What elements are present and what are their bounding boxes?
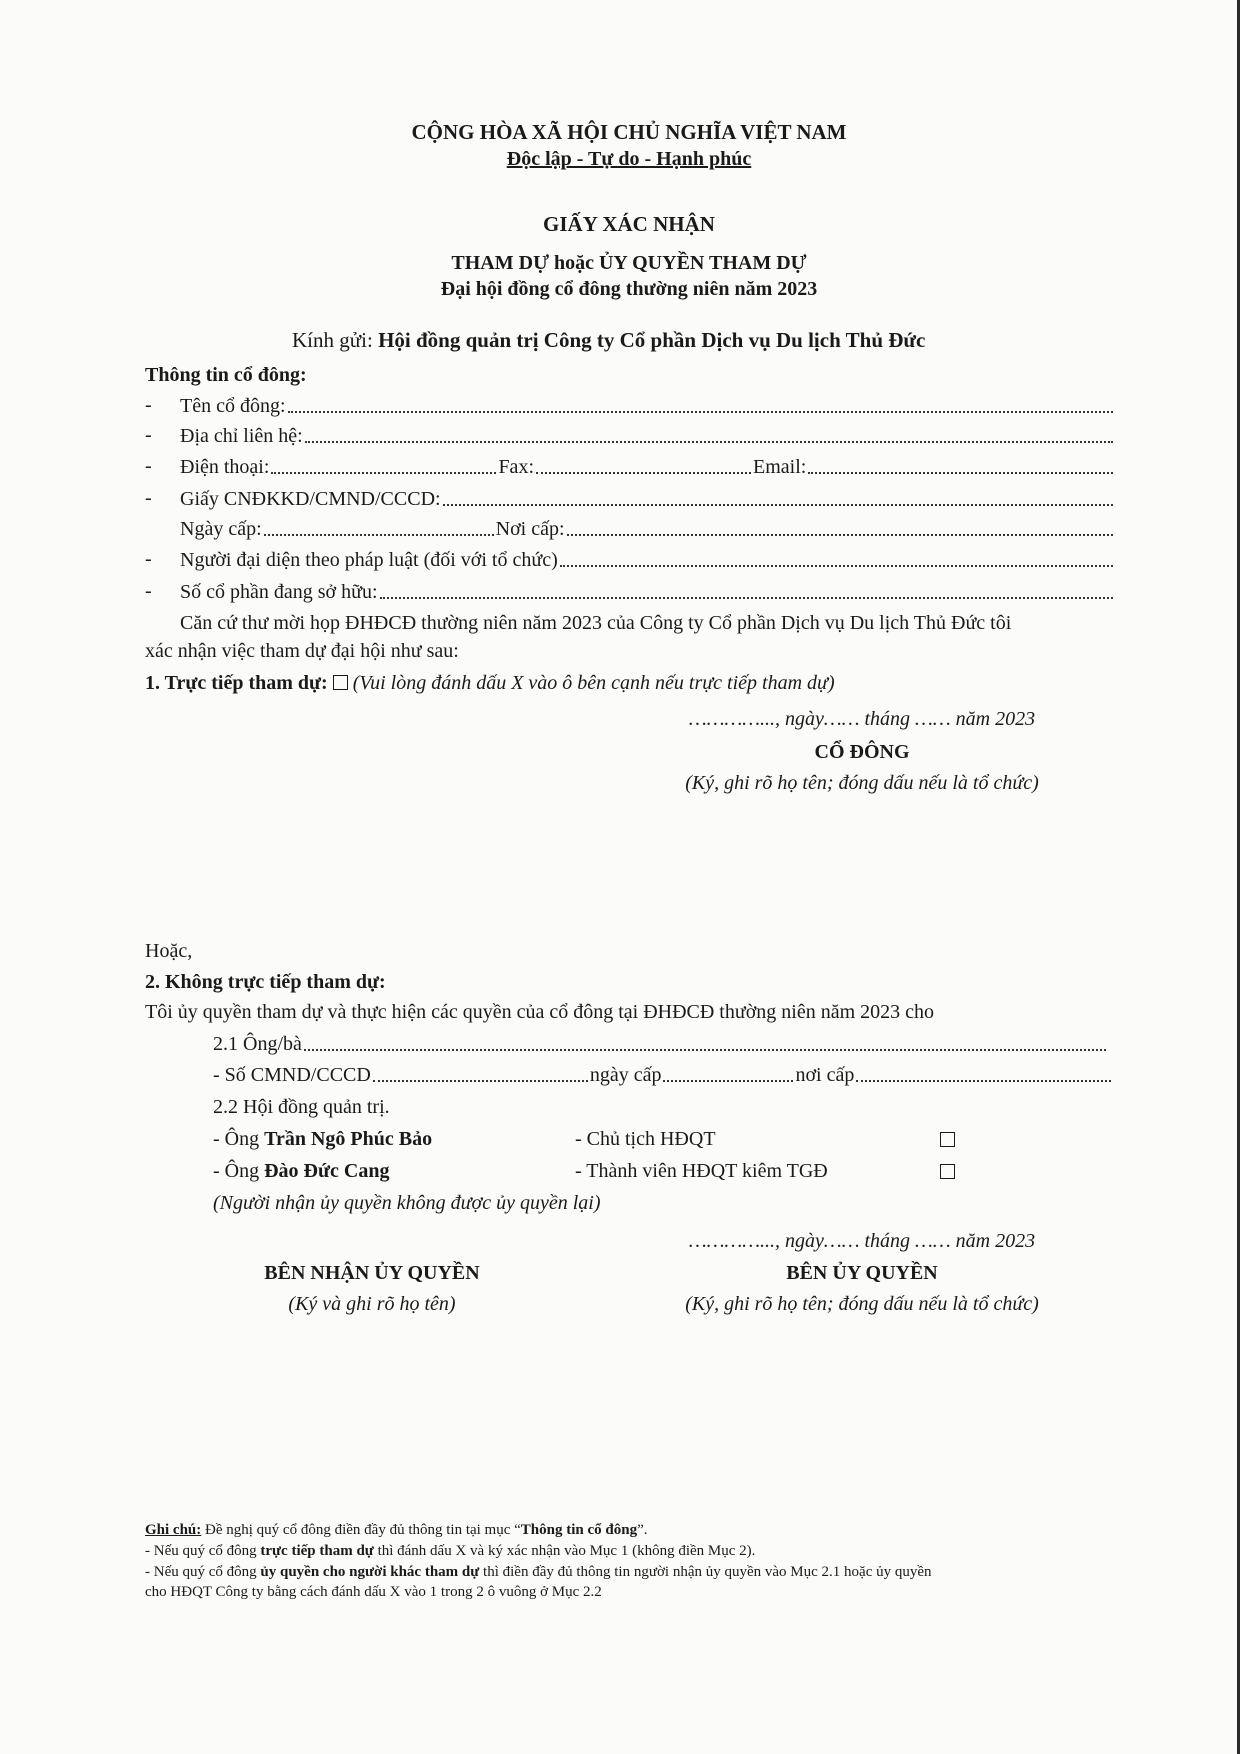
board-member-2-name: [213, 1160, 389, 1183]
proxy-person-blank[interactable]: [304, 1048, 1106, 1051]
id-label: Giấy CNĐKKD/CMND/CCCD:: [180, 488, 441, 510]
nation-header: CỘNG HÒA XÃ HỘI CHỦ NGHĨA VIỆT NAM: [411, 120, 847, 144]
bullet-dash: -: [145, 394, 152, 416]
issue-date-blank[interactable]: [264, 533, 494, 536]
legal-rep-field[interactable]: [180, 546, 1115, 572]
section-1-hint: (Vui lòng đánh dấu X vào ô bên cạnh nếu trực tiếp tham dự): [352, 672, 835, 694]
proxy-person-field[interactable]: [213, 1030, 1108, 1056]
motto: Độc lập - Tự do - Hạnh phúc: [506, 148, 752, 170]
address-field[interactable]: [180, 422, 1115, 448]
legal-rep-blank[interactable]: [560, 564, 1113, 567]
section-2-intro: Tôi ủy quyền tham dự và thực hiện các quyền của cổ đông tại ĐHĐCĐ thường niên năm 2023 cho: [145, 1001, 935, 1023]
note-label: Ghi chú:: [145, 1522, 202, 1538]
note-text: Đề nghị quý cổ đông điền đầy đủ thông tin tại mục “: [201, 1522, 521, 1538]
no-redelegate-note: (Người nhận ủy quyền không được ủy quyền lại): [213, 1192, 601, 1214]
bullet-dash: -: [145, 487, 152, 509]
note-text: thì điền đầy đủ thông tin người nhận ủy quyền vào Mục 2.1 hoặc ủy quyền: [479, 1564, 932, 1580]
section-1-sign-hint: (Ký, ghi rõ họ tên; đóng dấu nếu là tổ chức): [685, 772, 1039, 794]
note-line-4: cho HĐQT Công ty bằng cách đánh dấu X vào 1 trong 2 ô vuông ở Mục 2.2: [145, 1584, 602, 1600]
proxy-id-blank[interactable]: [373, 1079, 588, 1082]
or-text: Hoặc,: [145, 940, 193, 962]
phone-label: Điện thoại:: [180, 456, 270, 478]
note-emphasis: ủy quyền cho người khác tham dự: [260, 1564, 480, 1580]
board-member-name: Đào Đức Cang: [264, 1160, 390, 1182]
shares-field[interactable]: [180, 578, 1115, 604]
chairman-checkbox-wrap: [940, 1132, 955, 1151]
issue-field[interactable]: [180, 515, 1115, 541]
proxy-issue-place-label: nơi cấp: [795, 1064, 855, 1086]
proxy-issue-date-blank[interactable]: [663, 1079, 793, 1082]
section-1-signer-title: CỔ ĐÔNG: [814, 741, 910, 763]
attend-directly-checkbox[interactable]: [333, 675, 348, 690]
chairman-checkbox[interactable]: [940, 1132, 955, 1147]
issue-place-blank[interactable]: [567, 533, 1113, 536]
section-1-date-line: …………..., ngày…… tháng …… năm 2023: [688, 708, 1036, 730]
shareholder-name-label: Tên cổ đông:: [180, 395, 286, 417]
shares-label: Số cổ phần đang sở hữu:: [180, 581, 378, 603]
note-line-2: [145, 1543, 755, 1560]
grantor-sign-hint: (Ký, ghi rõ họ tên; đóng dấu nếu là tổ chức): [685, 1293, 1039, 1315]
proxy-id-label: - Số CMND/CCCD: [213, 1064, 371, 1086]
bullet-dash: -: [145, 548, 152, 570]
section-1-line: [145, 672, 835, 695]
section-2-heading: 2. Không trực tiếp tham dự:: [145, 971, 386, 993]
fax-blank[interactable]: [536, 471, 751, 474]
board-member-2-role: - Thành viên HĐQT kiêm TGĐ: [575, 1160, 828, 1182]
contact-field[interactable]: [180, 453, 1115, 479]
section-1-heading: 1. Trực tiếp tham dự:: [145, 672, 328, 694]
board-member-prefix: - Ông: [213, 1128, 265, 1150]
proxy-issue-date-label: ngày cấp: [589, 1064, 662, 1086]
email-blank[interactable]: [808, 471, 1113, 474]
shareholder-name-field[interactable]: [180, 392, 1115, 418]
fax-label: Fax:: [498, 456, 534, 478]
note-line-1: [145, 1522, 648, 1539]
intro-line-2: xác nhận việc tham dự đại hội như sau:: [145, 640, 459, 662]
note-text: - Nếu quý cổ đông: [145, 1543, 261, 1559]
note-text: - Nếu quý cổ đông: [145, 1564, 261, 1580]
proxy-person-label: 2.1 Ông/bà: [213, 1033, 302, 1055]
document-title: GIẤY XÁC NHẬN: [543, 212, 715, 236]
address-blank[interactable]: [305, 440, 1113, 443]
issue-place-label: Nơi cấp:: [495, 518, 565, 540]
proxy-issue-place-blank[interactable]: [856, 1079, 1111, 1082]
address-label: Địa chỉ liên hệ:: [180, 425, 303, 447]
document-subtitle-1: THAM DỰ hoặc ỦY QUYỀN THAM DỰ: [451, 252, 807, 274]
shares-blank[interactable]: [380, 596, 1113, 599]
phone-blank[interactable]: [271, 471, 496, 474]
ceo-checkbox-wrap: [940, 1164, 955, 1183]
recipient-line: [292, 328, 925, 353]
bullet-dash: -: [145, 455, 152, 477]
email-label: Email:: [753, 456, 807, 478]
board-member-prefix: - Ông: [213, 1160, 265, 1182]
note-text: thì đánh dấu X và ký xác nhận vào Mục 1 (không điền Mục 2).: [373, 1543, 756, 1559]
ceo-checkbox[interactable]: [940, 1164, 955, 1179]
board-member-1-name: [213, 1128, 432, 1151]
grantor-title: BÊN ỦY QUYỀN: [786, 1262, 938, 1284]
receiver-title: BÊN NHẬN ỦY QUYỀN: [264, 1262, 480, 1284]
board-member-1-role: - Chủ tịch HĐQT: [575, 1128, 716, 1150]
note-emphasis: Thông tin cổ đông: [520, 1522, 638, 1538]
bullet-dash: -: [145, 424, 152, 446]
document-subtitle-2: Đại hội đồng cổ đông thường niên năm 2023: [440, 278, 818, 300]
legal-rep-label: Người đại diện theo pháp luật (đối với tổ chức): [180, 549, 558, 571]
section-2-date-line: …………..., ngày…… tháng …… năm 2023: [688, 1230, 1036, 1252]
shareholder-name-blank[interactable]: [288, 410, 1113, 413]
receiver-sign-hint: (Ký và ghi rõ họ tên): [288, 1293, 456, 1315]
recipient-name: Hội đồng quản trị Công ty Cổ phần Dịch vụ Du lịch Thủ Đức: [378, 328, 926, 352]
issue-date-label: Ngày cấp:: [180, 518, 262, 540]
intro-line-1: Căn cứ thư mời họp ĐHĐCĐ thường niên năm 2023 của Công ty Cổ phần Dịch vụ Du lịch Thủ Đức tôi: [180, 612, 1012, 634]
board-label: 2.2 Hội đồng quản trị.: [213, 1096, 390, 1118]
recipient-prefix: Kính gửi:: [292, 328, 379, 352]
note-emphasis: trực tiếp tham dự: [260, 1543, 374, 1559]
proxy-id-field[interactable]: [213, 1061, 1113, 1087]
note-line-3: [145, 1564, 932, 1581]
note-text: ”.: [637, 1522, 648, 1538]
id-field[interactable]: [180, 485, 1115, 511]
board-member-name: Trần Ngô Phúc Bảo: [264, 1128, 433, 1150]
id-blank[interactable]: [443, 503, 1113, 506]
bullet-dash: -: [145, 580, 152, 602]
shareholder-info-heading: Thông tin cổ đông:: [145, 364, 307, 386]
